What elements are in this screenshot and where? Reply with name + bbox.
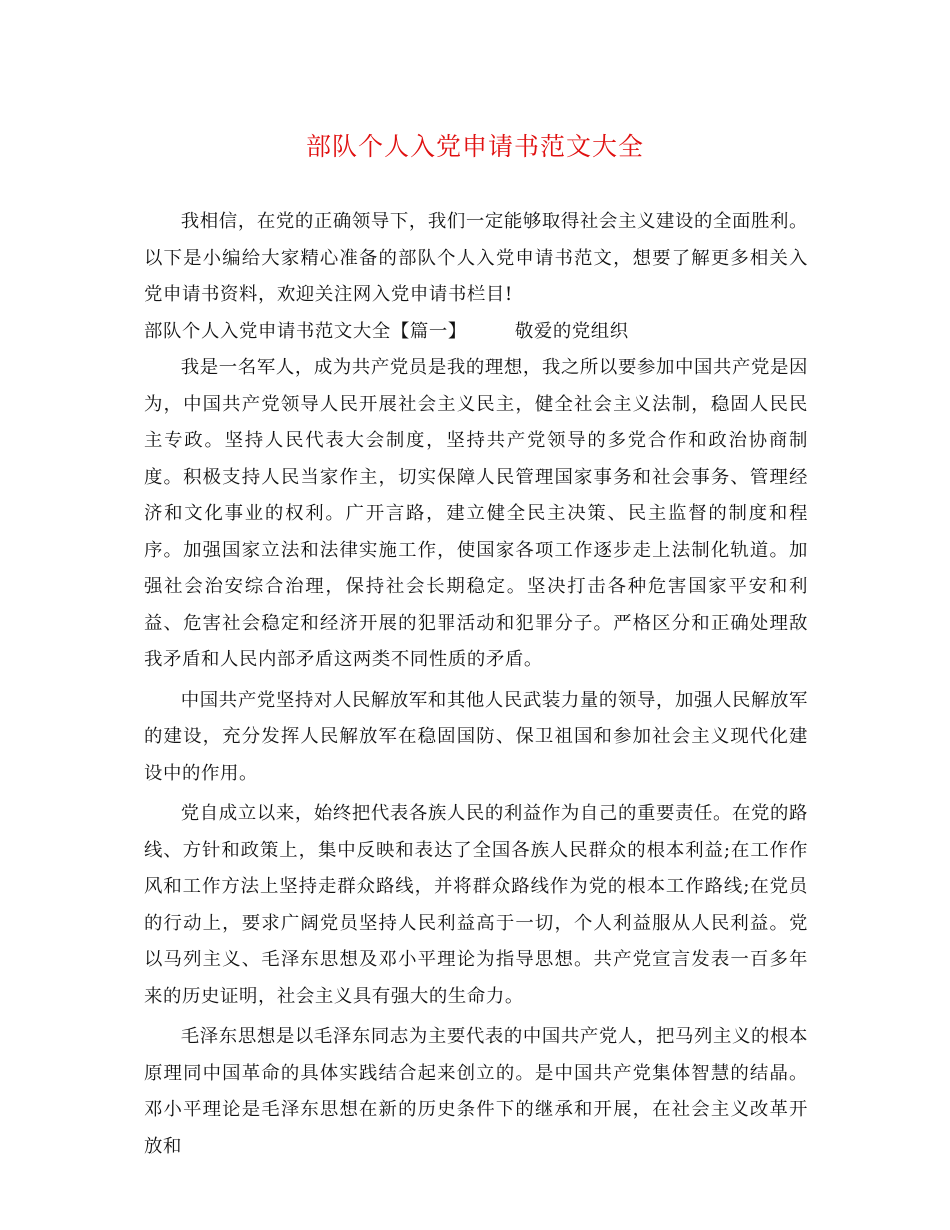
salutation: 敬爱的党组织: [514, 320, 629, 342]
body-paragraph-2: 中国共产党坚持对人民解放军和其他人民武装力量的领导，加强人民解放军的建设，充分发挥人民解放军在稳固国防、保卫祖国和参加社会主义现代化建设中的作用。: [144, 689, 808, 784]
section-heading-line: [144, 314, 808, 351]
body-paragraph-1: 我是一名军人，成为共产党员是我的理想，我之所以要参加中国共产党是因为，中国共产党领导人民开展社会主义民主，健全社会主义法制，稳固人民民主专政。坚持人民代表大会制度，坚持共产党领导的多党合作和政治协商制度。积极支持人民当家作主，切实保障人民管理国家事务和社会事务、管理经济和文化事业的权利。广开言路，建立健全民主决策、民主监督的制度和程序。加强国家立法和法律实施工作，使国家各项工作逐步走上法制化轨道。加强社会治安综合治理，保持社会长期稳定。坚决打击各种危害国家平安和利益、危害社会稳定和经济开展的犯罪活动和犯罪分子。严格区分和正确处理敌我矛盾和人民内部矛盾这两类不同性质的矛盾。: [144, 357, 808, 670]
intro-paragraph: 我相信，在党的正确领导下，我们一定能够取得社会主义建设的全面胜利。以下是小编给大家精心准备的部队个人入党申请书范文，想要了解更多相关入党申请书资料，欢迎关注网入党申请书栏目!: [144, 211, 808, 305]
document-title: 部队个人入党申请书范文大全: [305, 132, 644, 161]
document-body: [144, 204, 808, 1165]
section-heading: 部队个人入党申请书范文大全【篇一】: [144, 320, 467, 342]
body-paragraph-4: 毛泽东思想是以毛泽东同志为主要代表的中国共产党人，把马列主义的根本原理同中国革命的具体实践结合起来创立的。是中国共产党集体智慧的结晶。邓小平理论是毛泽东思想在新的历史条件下的继承和开展，在社会主义改革开放和: [144, 1026, 808, 1157]
body-paragraph-3: 党自成立以来，始终把代表各族人民的利益作为自己的重要责任。在党的路线、方针和政策上，集中反映和表达了全国各族人民群众的根本利益;在工作作风和工作方法上坚持走群众路线，并将群众路线作为党的根本工作路线;在党员的行动上，要求广阔党员坚持人民利益高于一切，个人利益服从人民利益。党以马列主义、毛泽东思想及邓小平理论为指导思想。共产党宣言发表一百多年来的历史证明，社会主义具有强大的生命力。: [144, 803, 808, 1007]
